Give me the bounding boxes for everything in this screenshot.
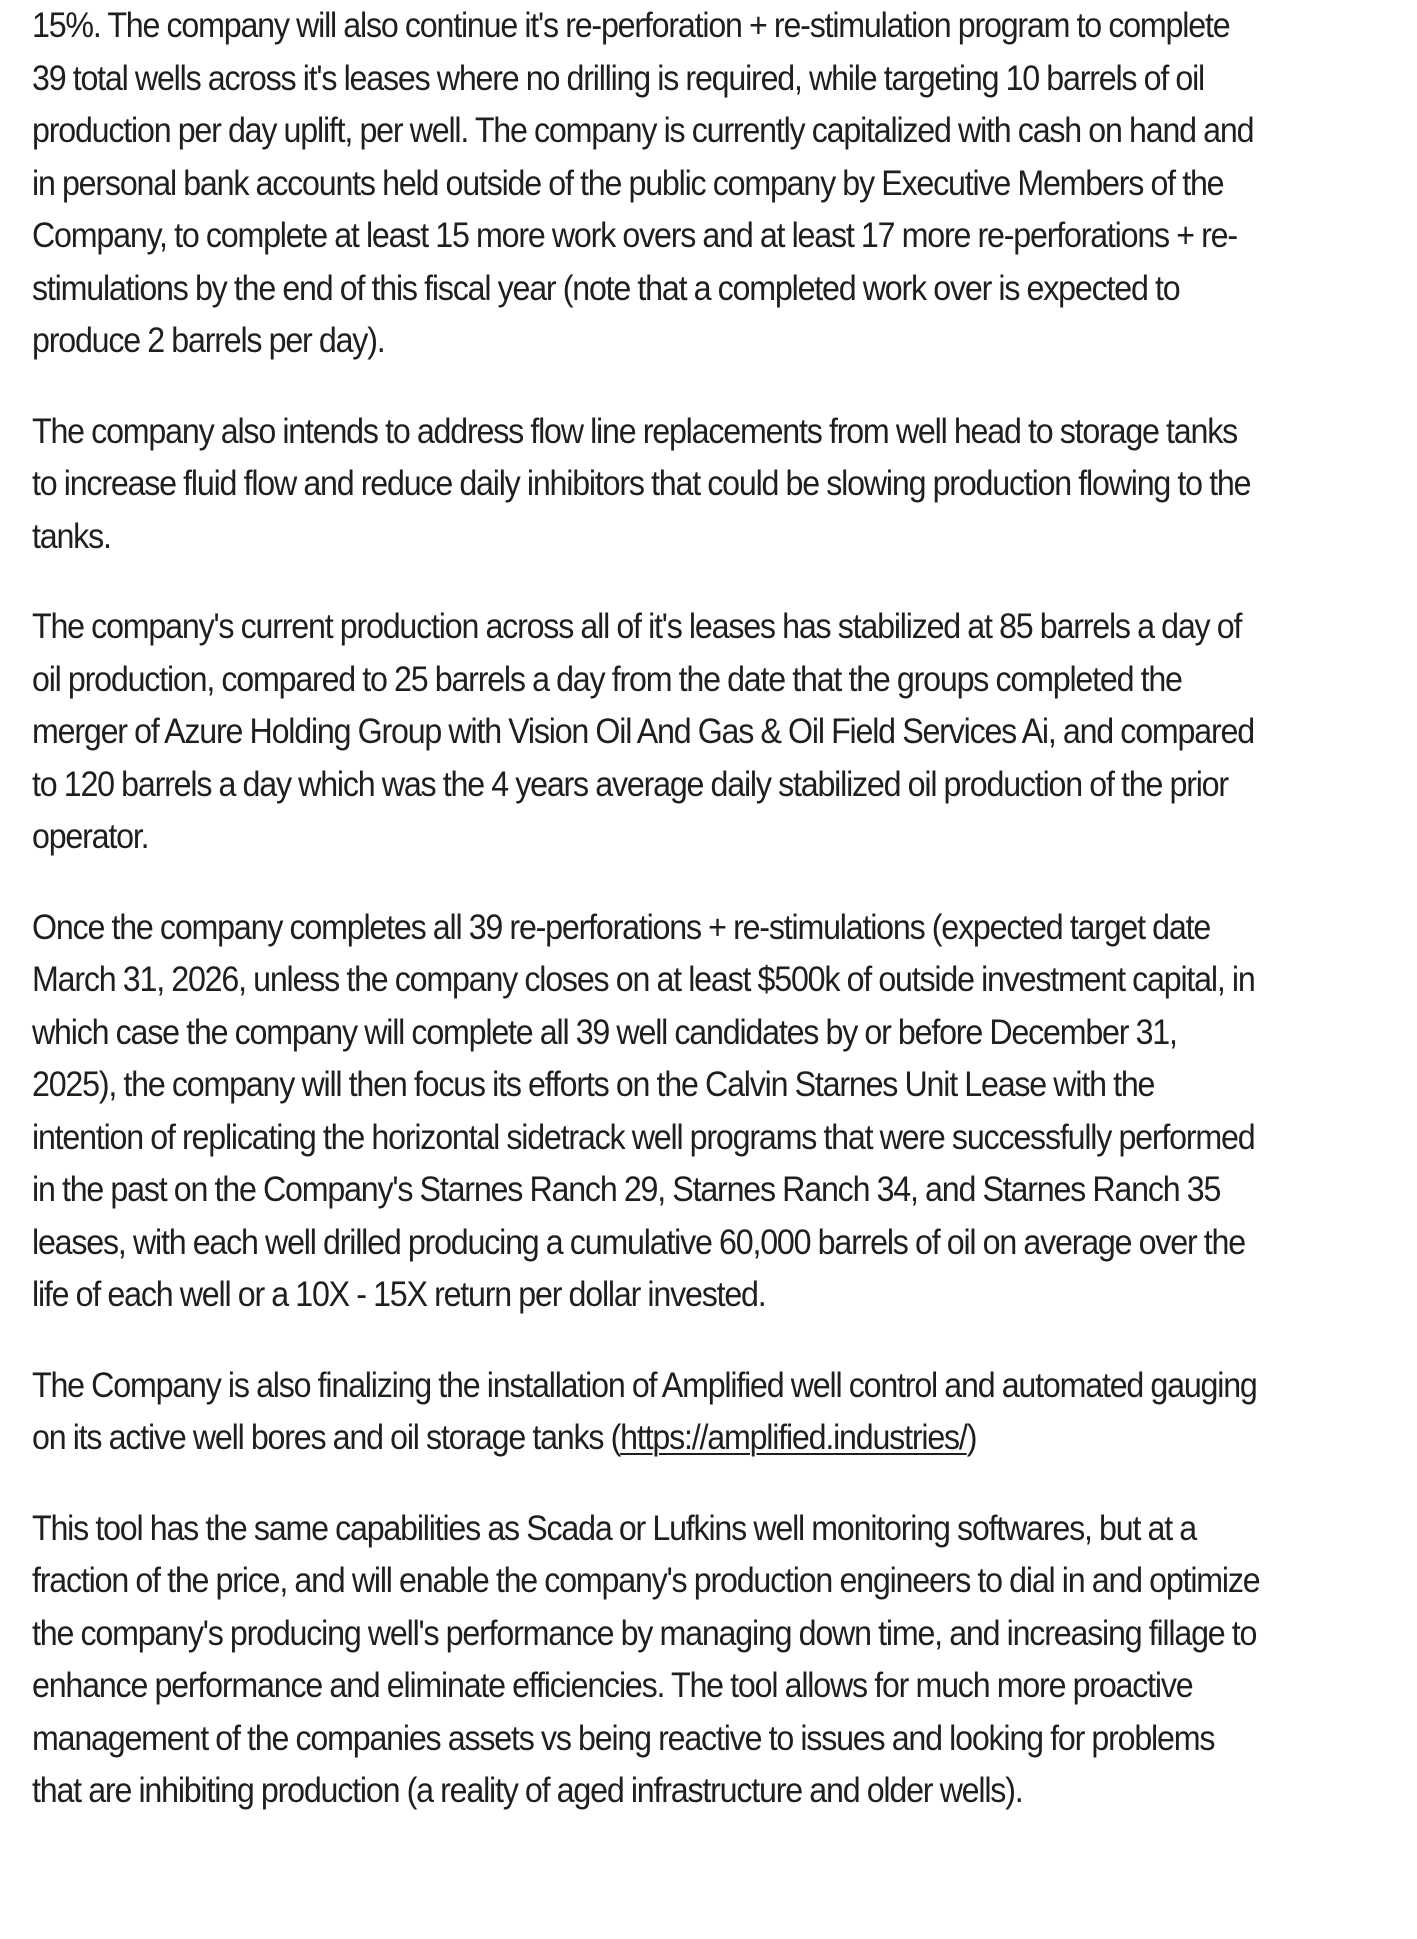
paragraph-amplified <box>32 1360 1265 1465</box>
paragraph-sidetrack-plans: Once the company completes all 39 re-perforations + re-stimulations (expected target date March 31, 2026, unless the company closes on at least $500k of outside investment capital, in which case the company will complete all 39 well candidates by or before December 31, 2025), the company will then focus its efforts on the Calvin Starnes Unit Lease with the intention of replicating the horizontal sidetrack well programs that were successfully performed in the past on the Company's Starnes Ranch 29, Starnes Ranch 34, and Starnes Ranch 35 leases, with each well drilled producing a cumulative 60,000 barrels of oil on average over the life of each well or a 10X - 15X return per dollar invested. <box>32 907 1255 1314</box>
article-body <box>32 0 1265 1856</box>
amplified-link[interactable]: https://amplified.industries/ <box>620 1418 967 1457</box>
paragraph-workover-program: 15%. The company will also continue it's re-perforation + re-stimulation program to complete 39 total wells across it's leases where no drilling is required, while targeting 10 barrels of oil production per day uplift, per well. The company is currently capitalized with cash on hand and in personal bank accounts held outside of the public company by Executive Members of the Company, to complete at least 15 more work overs and at least 17 more re-perforations + re-stimulations by the end of this fiscal year (note that a completed work over is expected to produce 2 barrels per day). <box>32 6 1254 360</box>
paragraph-current-production: The company's current production across all of it's leases has stabilized at 85 barrels a day of oil production, compared to 25 barrels a day from the date that the groups completed the merger of Azure Holding Group with Vision Oil And Gas & Oil Field Services Ai, and compared to 120 barrels a day which was the 4 years average daily stabilized oil production of the prior operator. <box>32 607 1254 856</box>
paragraph-flow-lines: The company also intends to address flow line replacements from well head to storage tanks to increase fluid flow and reduce daily inhibitors that could be slowing production flowing to the tanks. <box>32 411 1251 556</box>
amplified-text-after: ) <box>966 1418 977 1457</box>
paragraph-tool-capabilities: This tool has the same capabilities as Scada or Lufkins well monitoring softwares, but at a fraction of the price, and will enable the company's production engineers to dial in and optimize the company's producing well's performance by managing down time, and increasing fillage to enhance performance and eliminate efficiencies. The tool allows for much more proactive management of the companies assets vs being reactive to issues and looking for problems that are inhibiting production (a reality of aged infrastructure and older wells). <box>32 1508 1260 1810</box>
amplified-text-before: The Company is also finalizing the installation of Amplified well control and automated gauging on its active well bores and oil storage tanks ( <box>32 1365 1257 1457</box>
